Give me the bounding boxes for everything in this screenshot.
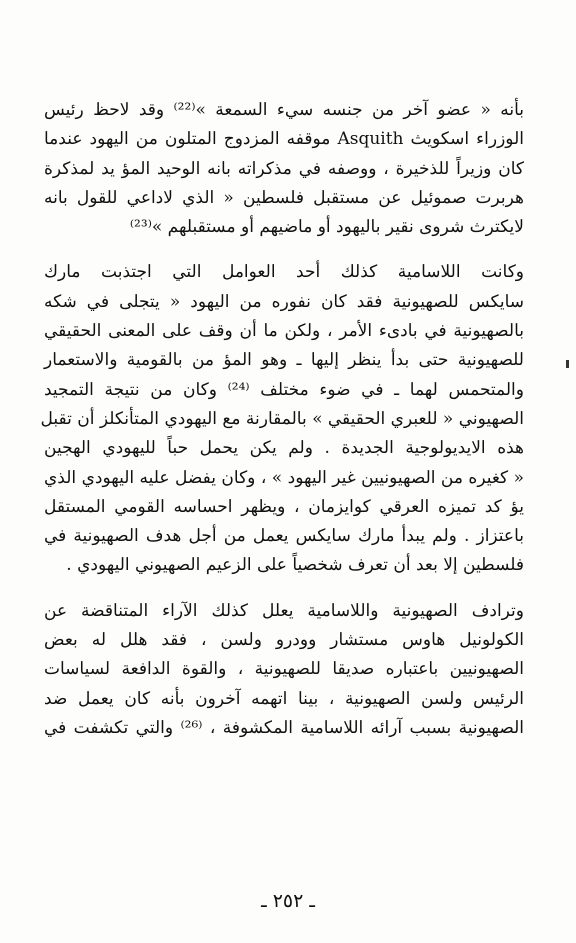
text-line: والمتحمس لهما ـ في ضوء مختلف ⁽²⁴⁾ وكان من نتيجة التمجيد <box>44 379 524 400</box>
text-line: باعتزاز . ولم يبدأ مارك سايكس يعمل من أجل هدف الصهيونية في <box>44 526 524 547</box>
body-text <box>40 96 525 743</box>
text-line: « كغيره من الصهيونيين غير اليهود » ، وكان يفضل عليه اليهودي الذي <box>44 467 524 488</box>
text-line: هذه الايديولوجية الجديدة . ولم يكن يحمل حباً لليهودي الهجين <box>44 438 524 459</box>
text-line: وكانت اللاسامية كذلك أحد العوامل التي اجتذبت مارك <box>44 262 524 283</box>
paragraph-2 <box>40 258 524 580</box>
text-line: فلسطين إلا بعد أن تعرف شخصياً على الزعيم الصهيوني اليهودي . <box>66 555 524 576</box>
text-line: الكولونيل هاوس مستشار وودرو ولسن ، فقد هلل له بعض <box>44 630 524 651</box>
text-line: الوزراء اسكويث Asquith موقفه المزدوج المتلون من اليهود عندما <box>44 129 524 150</box>
paragraph-gap <box>44 242 524 258</box>
text-line: الصهيوني « للعبري الحقيقي » بالمقارنة مع اليهودي المتأنكلز أن تقبل <box>40 408 524 429</box>
margin-mark <box>566 360 569 368</box>
text-line: الرئيس ولسن الصهيونية ، بينا اتهمه آخرون بأنه كان يعمل ضد <box>44 688 524 709</box>
text-line: يؤ كد تميزه العرقي كوايزمان ، ويظهر احساسه القومي المستقل <box>44 496 524 517</box>
text-line: بالصهيونية في بادىء الأمر ، ولكن ما أن وقف على المعنى الحقيقي <box>44 321 524 342</box>
text-line: سايكس للصهيونية فقد كان نفوره من اليهود « يتجلى في شكه <box>44 291 524 312</box>
text-line: هربرت صموئيل عن مستقبل فلسطين « الذي لاداعي للقول بانه <box>44 187 524 208</box>
paragraph-1 <box>44 96 524 242</box>
text-line: لايكترث شروى نقير باليهود أو ماضيهم أو مستقبلهم »⁽²³⁾ <box>129 217 524 238</box>
paragraph-gap <box>44 581 524 597</box>
text-line: الصهيونيين باعتباره صديقا للصهيونية ، والقوة الدافعة لسياسات <box>44 659 524 680</box>
text-line: للصهيونية حتى بدأ ينظر إليها ـ وهو المؤ من بالقومية والاستعمار <box>44 350 524 371</box>
paragraph-3 <box>44 597 524 743</box>
text-line: كان وزيراً للذخيرة ، ووصفه في مذكراته بانه الوحيد المؤ يد لمذكرة <box>44 158 524 179</box>
text-line: وترادف الصهيونية واللاسامية يعلل كذلك الآراء المتناقضة عن <box>44 600 524 621</box>
text-line: الصهيونية بسبب آرائه اللاسامية المكشوفة ، ⁽²⁶⁾ والتي تكشفت في <box>44 717 525 738</box>
text-line: بأنه « عضو آخر من جنسه سيء السمعة »⁽²²⁾ وقد لاحظ رئيس <box>44 100 524 120</box>
page-number: ـ ٢٥٢ ـ <box>261 890 315 912</box>
